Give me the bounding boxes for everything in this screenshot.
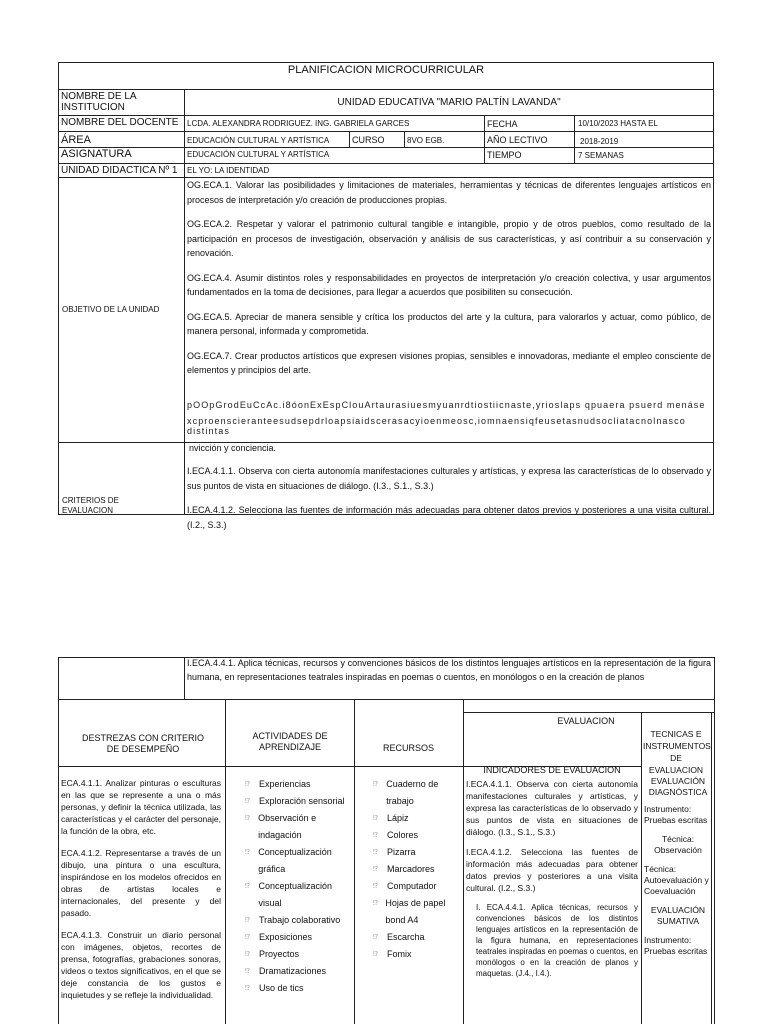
header-destrezas: DESTREZAS CON CRITERIO DE DESEMPEÑO <box>81 733 204 754</box>
institution-value: UNIDAD EDUCATIVA "MARIO PALTÍN LAVANDA" <box>337 97 561 108</box>
criteria-label: CRITERIOS DE EVALUACION <box>62 496 119 515</box>
objective-item: OG.ECA.4. Asumir distintos roles y responsabilidades en proyectos de interpretación y/o creación colectiva, y usar argumentos fundamentados en la toma de decisiones, para llegar a acuerdos que posibiliten su consecución. <box>187 272 711 297</box>
time-value: 7 SEMANAS <box>578 151 624 160</box>
teacher-label: NOMBRE DEL DOCENTE <box>61 117 179 128</box>
destreza-item: ECA.4.1.1. Analizar pinturas o esculturas en las que se represente a una o más personas, y definir la técnica utilizada, las características y el carácter del personaje, la función de la obra, etc. <box>61 778 221 836</box>
garbled-line: pOOpGrodEuCcAc.i8óonExEspClouArtaurasiuesmyuanrdtiostiicnaste,yrioslaps qpuaera psuerd menáse <box>187 400 706 410</box>
objective-item: OG.ECA.7. Crear productos artísticos que expresen visiones propias, sensibles e innovadoras, mediante el empleo consciente de elementos y principios del arte. <box>187 350 711 375</box>
diagnostica-title: EVALUACIÓN DIAGNÓSTICA <box>648 776 708 797</box>
criterion-item: I.ECA.4.1.2. Selecciona las fuentes de información más adecuadas para obtener datos previos y posteriores a una visita cultural. (I.2., S.3.) <box>187 505 711 530</box>
header-recursos: RECURSOS <box>382 743 434 753</box>
header-actividades: ACTIVIDADES DE APRENDIZAJE <box>252 731 328 752</box>
date-label: FECHA <box>487 119 518 129</box>
instrumento-item: Instrumento: Pruebas escritas <box>644 935 708 956</box>
actividad-item: ⁉ Exposiciones <box>245 932 313 942</box>
objective-item: OG.ECA.2. Respetar y valorar el patrimonio cultural tangible e intangible, propio y de otros pueblos, como resultado de la participación en procesos de investigación, observación y análisis de sus características, y así contribuir a su conservación y renovación. <box>187 219 711 258</box>
top-criterion-text: I.ECA.4.4.1. Aplica técnicas, recursos y convenciones básicos de los distintos lenguajes artísticos en la representación de la figura humana, en representaciones teatrales inspiradas en poemas o cuentos, en monólogos o en la creación de planos <box>187 658 711 682</box>
teacher-value: LCDA. ALEXANDRA RODRIGUEZ. ING. GABRIELA GARCES <box>187 119 410 128</box>
recurso-item: ⁉ Fomix <box>373 949 412 959</box>
header-tecnicas: TECNICAS E INSTRUMENTOS DE EVALUACION <box>643 729 711 775</box>
actividad-item: ⁉ Exploración sensorial <box>245 796 345 806</box>
page-title: PLANIFICACION MICROCURRICULAR <box>287 64 485 76</box>
area-label: ÁREA <box>61 134 91 146</box>
header-indicadores: INDICADORES DE EVALUACION <box>483 765 621 775</box>
criteria-list <box>187 464 711 532</box>
recurso-item: ⁉ Colores <box>373 830 419 840</box>
indicador-item: I. ECA.4.4.1. Aplica técnicas, recursos y convenciones básicos de los distintos lenguajes artísticos en la representación de la figura humana, en representaciones teatrales inspiradas en poemas o cuentos, en monólogos o en la creación de planos y maquetas. (J.4., I.4.). <box>476 903 638 978</box>
objective-item: OG.ECA.1. Valorar las posibilidades y limitaciones de materiales, herramientas y técnicas de diferentes lenguajes artísticos en procesos de interpretación y/o creación de producciones propias. <box>187 180 711 205</box>
actividad-item: ⁉ Trabajo colaborativo <box>245 915 341 925</box>
actividad-item: ⁉ Conceptualización visual <box>245 881 333 908</box>
recurso-item: ⁉ Hojas de papel bond A4 <box>373 898 446 925</box>
recurso-item: ⁉ Computador <box>373 881 437 891</box>
indicador-item: I.ECA.4.1.1. Observa con cierta autonomía manifestaciones culturales y artísticas, y expresa las características de lo observado y sus puntos de vista en situaciones de diálogo. (I.3., S.1., S.3.) <box>466 779 638 837</box>
garbled-text <box>187 400 711 436</box>
actividad-item: ⁉ Uso de tics <box>245 983 304 993</box>
year-label: AÑO LECTIVO <box>487 135 548 145</box>
destreza-item: ECA.4.1.2. Representarse a través de un dibujo, una pintura o una escultura, inspirándose en los modelos ofrecidos en obras de artistas locales e internacionales, del presente y del pasado. <box>61 848 221 918</box>
unit-value: EL YO: LA IDENTIDAD <box>187 166 270 175</box>
recursos-list <box>373 776 461 963</box>
objective-item: OG.ECA.5. Apreciar de manera sensible y crítica los productos del arte y la cultura, para valorarlos y actuar, como público, de manera personal, informada y comprometida. <box>187 311 711 336</box>
destreza-item: ECA.4.1.3. Construir un diario personal con imágenes, objetos, recortes de prensa, fotografías, grabaciones sonoras, videos o textos significativos, en el que se deje constancia de los gustos e inquietudes y se refleje la individualidad. <box>61 930 221 1000</box>
objective-label: OBJETIVO DE LA UNIDAD <box>62 305 160 314</box>
course-value: 8VO EGB. <box>407 136 445 145</box>
actividad-item: ⁉ Proyectos <box>245 949 300 959</box>
year-value: 2018-2019 <box>580 137 619 146</box>
course-label: CURSO <box>352 135 385 145</box>
garbled-line: distintas <box>187 426 230 436</box>
tecnica-value: Observación <box>654 845 702 855</box>
actividades-list <box>245 776 351 997</box>
tecnicas-list <box>644 776 712 957</box>
recurso-item: ⁉ Pizarra <box>373 847 416 857</box>
destrezas-list <box>61 777 221 1001</box>
unit-label: UNIDAD DIDACTICA Nº 1 <box>61 165 178 176</box>
recurso-item: ⁉ Escarcha <box>373 932 425 942</box>
garbled-line: xcproenscieranteesudsepdrloapsiaidscerasacyioenmeosc,iomnaensiqfeusetasnudsocliatacnolnasco <box>187 416 686 426</box>
subject-value: EDUCACIÓN CULTURAL Y ARTÍSTICA <box>187 150 330 159</box>
criteria-tail: nvicción y conciencia. <box>189 443 277 453</box>
instrumento-item: Instrumento: Pruebas escritas <box>644 804 708 825</box>
actividad-item: ⁉ Dramatizaciones <box>245 966 327 976</box>
recurso-item: ⁉ Lápiz <box>373 813 409 823</box>
indicadores-list <box>466 778 638 979</box>
subject-label: ASIGNATURA <box>61 148 132 160</box>
institution-label: NOMBRE DE LA INSTITUCION <box>61 91 137 113</box>
date-value: 10/10/2023 HASTA EL <box>578 119 658 128</box>
objectives-list <box>187 178 711 378</box>
header-evaluacion: EVALUACION <box>557 716 615 726</box>
criterion-item: I.ECA.4.1.1. Observa con cierta autonomía manifestaciones culturales y artísticas, y expresa las características de lo observado y sus puntos de vista en situaciones de diálogo. (I.3., S.1., S.3.) <box>187 466 711 491</box>
actividad-item: ⁉ Observación e indagación <box>245 813 317 840</box>
indicador-item: I.ECA.4.1.2. Selecciona las fuentes de información más adecuadas para obtener datos previos y posteriores a una visita cultural. (I.2., S.3.) <box>466 847 638 893</box>
actividad-item: ⁉ Conceptualización gráfica <box>245 847 332 874</box>
time-label: TIEMPO <box>487 150 522 160</box>
recurso-item: ⁉ Marcadores <box>373 864 435 874</box>
recurso-item: ⁉ Cuaderno de trabajo <box>373 779 439 806</box>
tecnica-title: Técnica: <box>661 834 695 844</box>
area-value: EDUCACIÓN CULTURAL Y ARTÍSTICA <box>187 136 330 145</box>
sumativa-title: EVALUACIÓN SUMATIVA <box>650 905 706 926</box>
tecnica-item: Técnica: Autoevaluación y Coevaluación <box>644 864 709 896</box>
actividad-item: ⁉ Experiencias <box>245 779 311 789</box>
